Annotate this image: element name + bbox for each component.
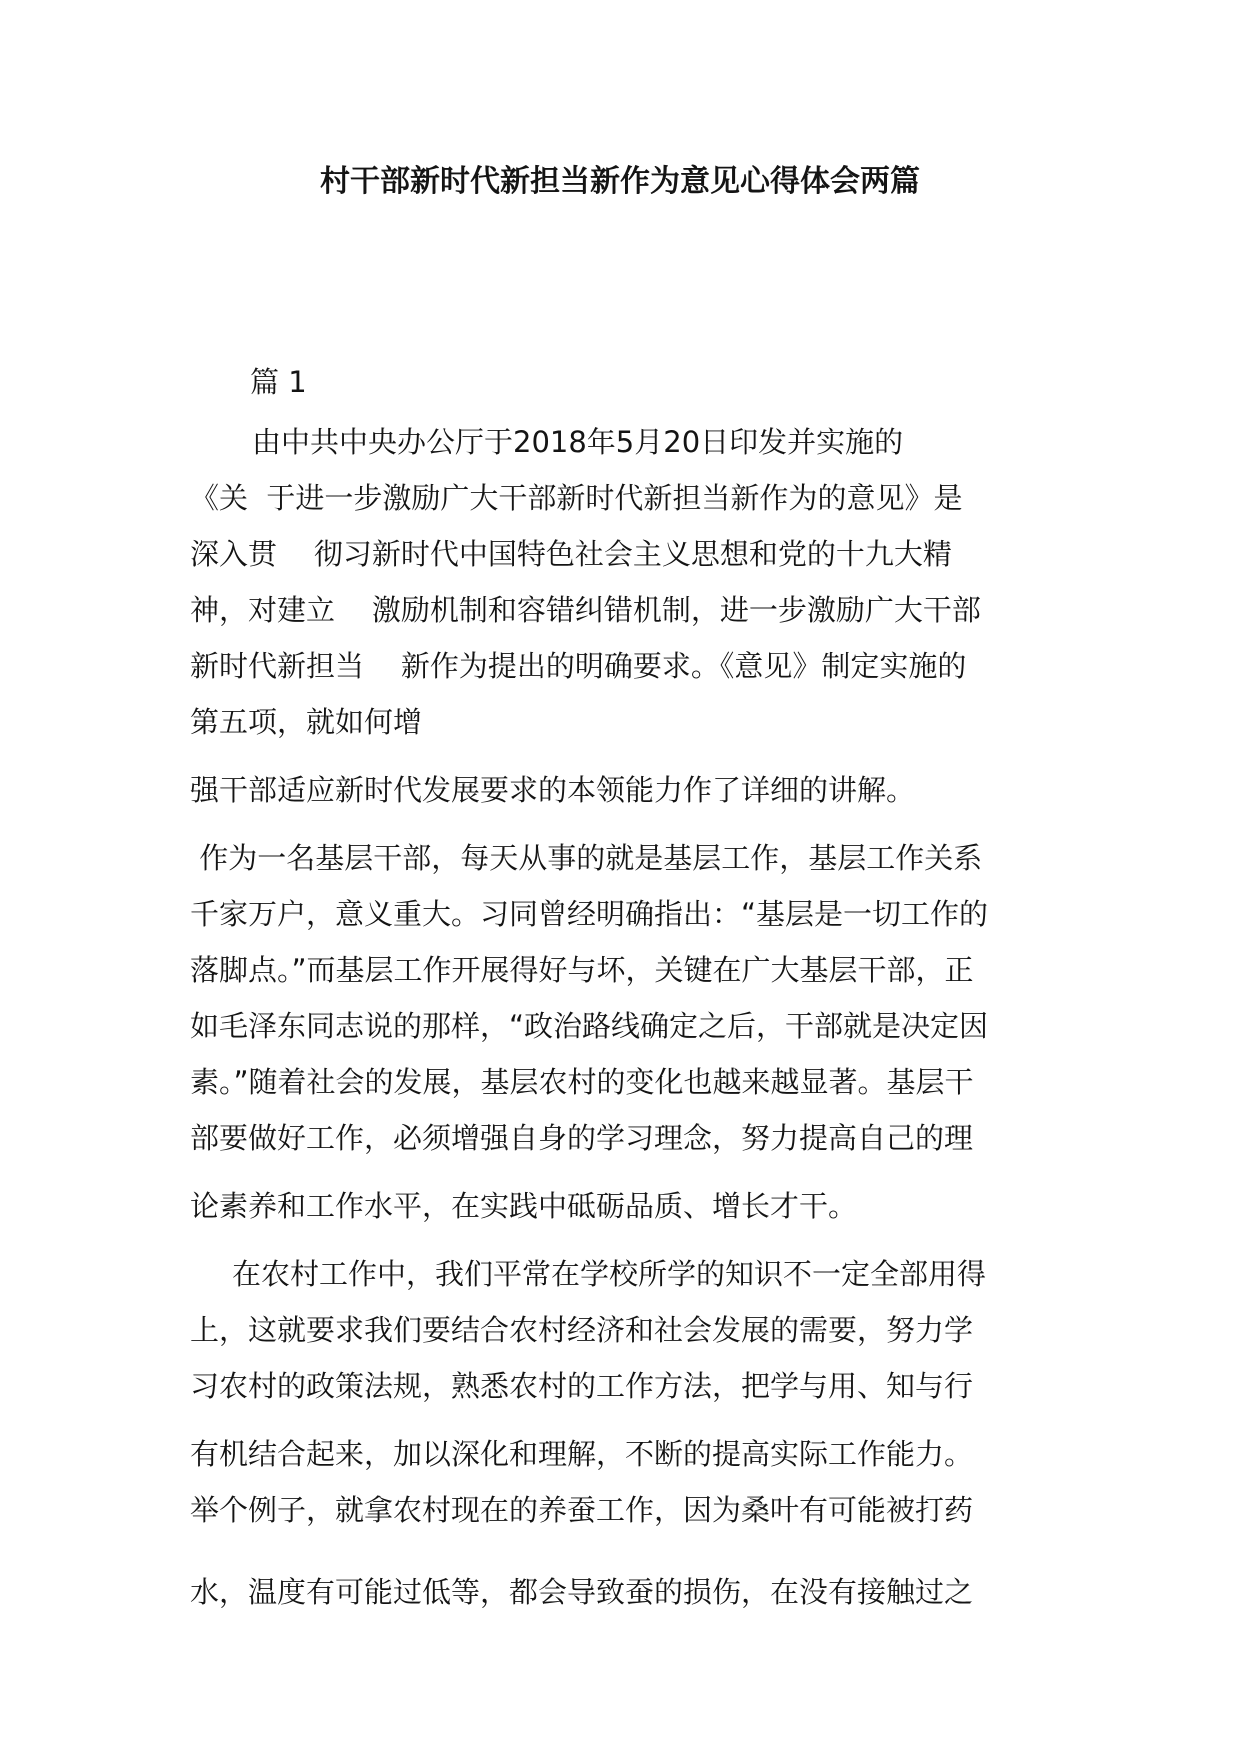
text-line: 新时代新担当 新作为提出的明确要求。《意见》制定实施的: [190, 649, 967, 683]
text-line: 《关 于进一步激励广大干部新时代新担当新作为的意见》是: [190, 481, 963, 515]
text-line: 举个例子，就拿农村现在的养蚕工作，因为桑叶有可能被打药: [190, 1493, 974, 1527]
text-line: 由中共中央办公厅于2018年5月20日印发并实施的: [252, 425, 904, 459]
text-line: 论素养和工作水平，在实践中砥砺品质、增长才干。: [190, 1189, 858, 1223]
text-line: 深入贯 彻习新时代中国特色社会主义思想和党的十九大精: [190, 537, 952, 571]
text-line: 千家万户，意义重大。习同曾经明确指出：“基层是一切工作的: [190, 897, 989, 931]
text-line: 第五项，就如何增: [190, 705, 423, 739]
text-line: 素。”随着社会的发展，基层农村的变化也越来越显著。基层干: [190, 1065, 974, 1099]
section-heading: 篇 1: [250, 365, 307, 399]
text-line: 习农村的政策法规，熟悉农村的工作方法，把学与用、知与行: [190, 1369, 974, 1403]
text-line: 神，对建立 激励机制和容错纠错机制，进一步激励广大干部: [190, 593, 981, 627]
text-line: 有机结合起来，加以深化和理解，不断的提高实际工作能力。: [190, 1437, 974, 1471]
text-line: 部要做好工作，必须增强自身的学习理念，努力提高自己的理: [190, 1121, 974, 1155]
text-line: 如毛泽东同志说的那样，“政治路线确定之后，干部就是决定因: [190, 1009, 989, 1043]
document-title: 村干部新时代新担当新作为意见心得体会两篇: [320, 164, 920, 199]
text-line: 上，这就要求我们要结合农村经济和社会发展的需要，努力学: [190, 1313, 974, 1347]
text-line: 强干部适应新时代发展要求的本领能力作了详细的讲解。: [190, 773, 916, 807]
text-line: 落脚点。”而基层工作开展得好与坏，关键在广大基层干部，正: [190, 953, 974, 987]
text-line: 水，温度有可能过低等，都会导致蚕的损伤，在没有接触过之: [190, 1575, 974, 1609]
text-line: 在农村工作中，我们平常在学校所学的知识不一定全部用得: [232, 1257, 987, 1291]
text-line: 作为一名基层干部，每天从事的就是基层工作，基层工作关系: [190, 841, 983, 875]
